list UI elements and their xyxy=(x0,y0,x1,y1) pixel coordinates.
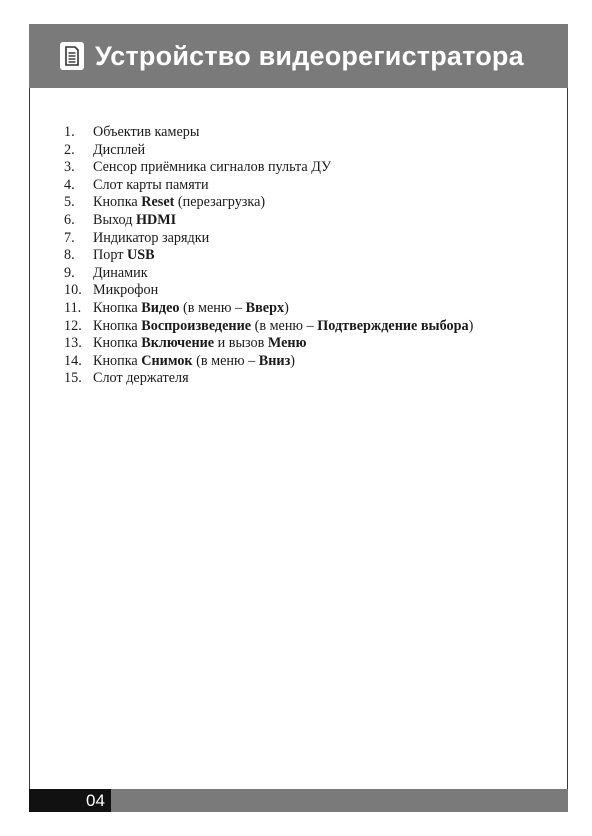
list-item-text-segment: Объектив камеры xyxy=(93,124,200,140)
list-item-text xyxy=(93,300,289,318)
list-item-text-segment: Слот карты памяти xyxy=(93,176,209,193)
list-item-text-segment: Кнопка xyxy=(93,194,142,211)
list-item-text xyxy=(93,265,148,283)
list-item-text xyxy=(93,282,158,300)
list-item-text xyxy=(93,124,199,142)
list-item-bold-term: USB xyxy=(127,247,155,264)
list-item-text xyxy=(93,212,176,230)
list-item-number: 14. xyxy=(64,352,82,369)
list-item-number: 4. xyxy=(64,176,75,193)
list-item-number: 8. xyxy=(64,247,75,264)
list-item-text-segment: Кнопка xyxy=(93,335,142,352)
list-item-bold-term: Видео xyxy=(141,299,180,316)
list-item xyxy=(64,318,473,336)
list-item-text-segment: Кнопка xyxy=(93,352,142,369)
list-item-text xyxy=(93,230,209,248)
list-item-text-segment: (в меню – xyxy=(192,352,259,369)
list-item-text-segment: Сенсор приёмника сигналов пульта ДУ xyxy=(93,159,332,176)
list-item-text xyxy=(93,177,209,195)
list-item xyxy=(64,370,473,388)
list-item xyxy=(64,247,473,265)
list-item xyxy=(64,353,473,371)
list-item xyxy=(64,300,473,318)
list-item-bold-term: Reset xyxy=(141,194,175,211)
list-item-text-segment: Микрофон xyxy=(93,282,159,299)
list-item-bold-term: Вниз xyxy=(258,352,291,369)
list-item-number: 5. xyxy=(64,194,75,211)
list-item-text-segment: Индикатор зарядки xyxy=(93,229,210,246)
list-item-bold-term: HDMI xyxy=(136,211,177,228)
list-item-text xyxy=(93,194,265,212)
header-bar xyxy=(29,24,568,88)
page-title: Устройство видеорегистратора xyxy=(95,40,524,71)
list-item-number: 6. xyxy=(64,211,75,228)
list-item-number: 10. xyxy=(64,282,82,299)
list-item xyxy=(64,142,473,160)
list-item-text xyxy=(93,247,155,265)
list-item-text-segment: Дисплей xyxy=(93,141,146,158)
list-item xyxy=(64,265,473,283)
list-item-text xyxy=(93,353,295,371)
list-item-text-segment: Выход xyxy=(93,211,136,228)
list-item-bold-term: Включение xyxy=(141,335,215,352)
list-item-number: 1. xyxy=(64,124,75,140)
list-item-number: 13. xyxy=(64,335,82,352)
list-item-text-segment: Порт xyxy=(93,247,127,264)
list-item-text xyxy=(93,370,189,388)
parts-list xyxy=(64,124,473,388)
list-item-text-segment: ) xyxy=(290,352,296,369)
list-item-bold-term: Воспроизведение xyxy=(141,317,252,334)
list-item-text xyxy=(93,335,306,353)
list-item-bold-term: Вверх xyxy=(245,299,285,316)
list-item xyxy=(64,177,473,195)
list-item-text-segment: Динамик xyxy=(93,264,148,281)
list-item-text-segment: и вызов xyxy=(214,335,268,352)
list-item-bold-term: Подтверждение выбора xyxy=(317,317,469,334)
list-item xyxy=(64,159,473,177)
list-item xyxy=(64,212,473,230)
list-item-bold-term: Снимок xyxy=(141,352,193,369)
page-number: 04 xyxy=(29,789,111,812)
list-item-number: 15. xyxy=(64,370,82,387)
list-item-number: 2. xyxy=(64,141,75,158)
list-item xyxy=(64,194,473,212)
list-item-number: 3. xyxy=(64,159,75,176)
list-item-text xyxy=(93,318,473,336)
document-icon xyxy=(60,42,84,70)
list-item xyxy=(64,282,473,300)
list-item-bold-term: Меню xyxy=(267,335,307,352)
list-item-text xyxy=(93,142,145,160)
list-item-number: 12. xyxy=(64,317,82,334)
list-item xyxy=(64,230,473,248)
list-item-text-segment: Кнопка xyxy=(93,299,142,316)
list-item-text-segment: ) xyxy=(284,299,289,316)
list-item-text-segment: Слот держателя xyxy=(93,370,189,387)
list-item-text-segment: (перезагрузка) xyxy=(174,194,266,211)
list-item-number: 9. xyxy=(64,264,75,281)
list-item-number: 11. xyxy=(64,299,82,316)
list-item-text-segment: (в меню – xyxy=(179,299,246,316)
list-item-text-segment: (в меню – xyxy=(251,317,318,334)
list-item xyxy=(64,124,473,142)
list-item-text-segment: Кнопка xyxy=(93,317,142,334)
list-item-text xyxy=(93,159,331,177)
list-item xyxy=(64,335,473,353)
list-item-text-segment: ) xyxy=(468,317,474,334)
list-item-number: 7. xyxy=(64,229,75,246)
